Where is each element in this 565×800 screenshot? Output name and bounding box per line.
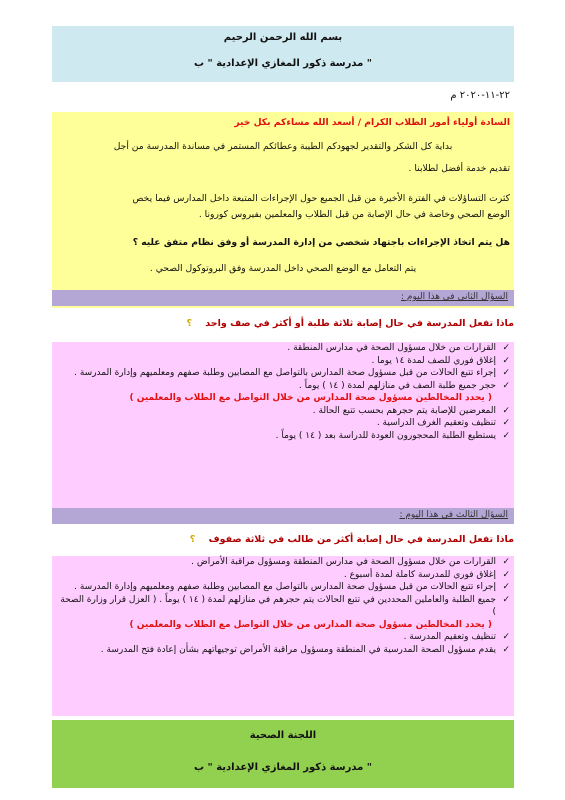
list-item: ✓ القرارات من خلال مسؤول الصحة في مدارس المنطقة ومسؤول مراقبة الأمراض . <box>191 557 510 567</box>
check-icon: ✓ <box>502 368 510 378</box>
main-question: هل يتم اتخاذ الإجراءات باجتهاد شخصي من إدارة المدرسة أو وفق نظام متفق عليه ؟ <box>132 237 510 248</box>
check-icon: ✓ <box>502 632 510 642</box>
q3-title-text: ماذا تفعل المدرسة في حال إصابة أكثر من طالب في ثلاثة صفوف <box>208 534 514 545</box>
q2-bar <box>52 290 514 306</box>
check-icon: ✓ <box>502 594 510 605</box>
check-icon: ✓ <box>502 418 510 428</box>
list-item: ✓ إجراء تتبع الحالات من قبل مسؤول صحة المدارس بالتواصل مع المصابين وطلبة صفهم ومعلميهم وإدارة المدرسة . <box>74 368 510 378</box>
basmala: بسم الله الرحمن الرحيم <box>223 32 343 43</box>
q2-bar-label: السؤال الثاني في هذا اليوم : <box>401 292 508 302</box>
list-item: ✓ حجر جميع طلبة الصف في منازلهم لمدة ( ١٤ ) يوماً . <box>298 380 510 391</box>
footer-school-name: مدرسة ذكور المغازي الإعدادية " ب " <box>193 762 373 773</box>
check-icon: ✓ <box>502 405 510 416</box>
q2-list-cont <box>52 405 514 443</box>
q2-title <box>52 318 514 329</box>
committee-name: اللجنة الصحية <box>249 730 317 741</box>
check-icon: ✓ <box>502 644 510 655</box>
check-icon: ✓ <box>502 380 510 391</box>
q3-bar <box>52 508 514 524</box>
q2-question-mark: ؟ <box>186 318 192 329</box>
q3-question-mark: ؟ <box>189 534 196 545</box>
questions-line-1: كثرت التساؤلات في الفترة الأخيرة من قبل الجميع حول الإجراءات المتبعة داخل المدارس فيما يخص <box>132 193 510 204</box>
list-item: ✓ إجراء تتبع الحالات من قبل مسؤول صحة المدارس بالتواصل مع المصابين وطلبة صفهم ومعلميهم وإدارة المدرسة . <box>74 582 510 592</box>
q3-list <box>52 556 514 619</box>
list-item: ✓ تنظيف وتعقيم الغرف الدراسية . <box>376 418 510 428</box>
q3-title <box>52 534 514 545</box>
check-icon: ✓ <box>502 355 510 366</box>
list-item: ✓ المعرضين للإصابة يتم حجرهم بحسب تتبع الحالة . <box>312 405 510 416</box>
thanks-line-1: بداية كل الشكر والتقدير لجهودكم الطيبة وعطائكم المستمر في مساندة المدرسة من أجل <box>113 141 453 152</box>
thanks-line-2: تقديم خدمة أفضل لطلابنا . <box>408 163 510 174</box>
check-icon: ✓ <box>502 343 510 353</box>
list-item: ✓ تنظيف وتعقيم المدرسة . <box>403 632 510 642</box>
list-item: ✓ القرارات من خلال مسؤول الصحة في مدارس المنطقة . <box>287 343 510 353</box>
q2-title-text: ماذا تفعل المدرسة في حال إصابة ثلاثة طلبة أو أكثر في صف واحد <box>205 318 514 329</box>
date: ٢٢-١١-٢٠٢٠ م <box>450 90 510 101</box>
q3-list-box <box>52 556 514 716</box>
intro-box <box>52 112 514 308</box>
q3-bar-label: السؤال الثالث في هذا اليوم : <box>399 510 508 520</box>
q3-list-cont <box>52 631 514 656</box>
list-item: ✓ إغلاق فوري للصف لمدة ١٤ يوما . <box>371 355 510 366</box>
footer-box <box>52 720 514 788</box>
list-item: ✓ يستطيع الطلبة المحجورون العودة للدراسة بعد ( ١٤ ) يوماً . <box>275 430 510 441</box>
list-item: ✓ إغلاق فوري للمدرسة كاملة لمدة أسبوع . <box>343 569 510 580</box>
q2-list-box <box>52 342 514 508</box>
questions-line-2: الوضع الصحي وخاصة في حال الإصابة من قبل الطلاب والمعلمين بفيروس كورونا . <box>198 209 510 220</box>
check-icon: ✓ <box>502 569 510 580</box>
check-icon: ✓ <box>502 582 510 592</box>
check-icon: ✓ <box>502 430 510 441</box>
list-item: ✓ يقدم مسؤول الصحة المدرسية في المنطقة ومسؤول مراقبة الأمراض توجيهاتهم بشأن إعادة فتح المدرسة . <box>100 644 510 655</box>
answer: يتم التعامل مع الوضع الصحي داخل المدرسة وفق البروتوكول الصحي . <box>149 263 417 274</box>
q3-note: ( يحدد المخالطين مسؤول صحة المدارس من خلال التواصل مع الطلاب والمعلمين ) <box>129 619 492 630</box>
q2-note: ( يحدد المخالطين مسؤول صحة المدارس من خلال التواصل مع الطلاب والمعلمين ) <box>129 393 492 403</box>
greeting: السادة أولياء أمور الطلاب الكرام / أسعد الله مساءكم بكل خير <box>234 117 510 128</box>
q2-list <box>52 342 514 392</box>
letter-page <box>52 26 514 788</box>
check-icon: ✓ <box>502 557 510 567</box>
list-item: ✓ جميع الطلبة والعاملين المحددين في تتبع الحالات يتم حجرهم في منازلهم لمدة ( ١٤ ) يوماً . ( العزل قرار وزارة الصحة ) <box>60 594 510 617</box>
header-box <box>52 26 514 82</box>
school-name: مدرسة ذكور المغازي الإعدادية " ب " <box>193 58 373 69</box>
